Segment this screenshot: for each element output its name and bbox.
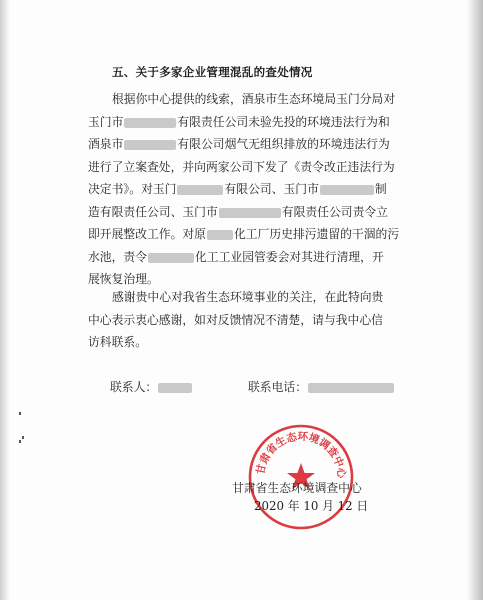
- paragraph-thanks: [88, 286, 418, 354]
- paragraph-line: 造有限责任公司、玉门市 有限责任公司责令立: [88, 204, 388, 219]
- paragraph-line: 水池，责令 化工工业园管委会对其进行清理，开: [88, 249, 384, 264]
- paragraph-line: 决定书》。对玉门 有限公司、玉门市 制: [88, 182, 387, 196]
- redacted-text: [148, 253, 194, 263]
- scan-edge-right: [467, 0, 483, 600]
- section-title: 五、关于多家企业管理混乱的查处情况: [112, 65, 313, 79]
- paragraph-line: 酒泉市 有限公司烟气无组织排放的环境违法行为: [88, 137, 390, 151]
- margin-mark: [19, 412, 21, 415]
- signature-org: 甘肃省生态环境调查中心: [232, 481, 362, 495]
- official-seal: [247, 423, 355, 531]
- redacted-text: [207, 230, 233, 240]
- contact-person: [110, 378, 193, 395]
- redacted-text: [124, 140, 176, 150]
- paragraph-line: 中心表示衷心感谢，如对反馈情况不清楚，请与我中心信: [88, 312, 383, 327]
- seal-text: 甘肃省生态环境调查中心: [254, 430, 348, 479]
- redacted-text: [219, 208, 281, 218]
- contact-phone-label: 联系电话：: [248, 380, 307, 394]
- paragraph-line: 玉门市 有限责任公司未验先投的环境违法行为和: [88, 114, 390, 129]
- contact-person-label: 联系人：: [110, 380, 158, 394]
- paragraph-findings: [88, 88, 418, 291]
- margin-mark: [22, 436, 24, 439]
- redacted-text: [308, 383, 394, 393]
- paragraph-line: 展恢复治理。: [88, 272, 159, 286]
- paragraph-line: 根据你中心提供的线索，酒泉市生态环境局玉门分局对: [112, 92, 396, 106]
- redacted-text: [124, 118, 176, 128]
- paragraph-line: 感谢贵中心对我省生态环境事业的关注，在此特向贵: [112, 290, 384, 304]
- signature-date: 2020 年 10 月 12 日: [254, 499, 369, 513]
- paragraph-line: 访科联系。: [88, 335, 147, 349]
- paragraph-line: 即开展整改工作。对原 化工厂历史排污遗留的干涸的污: [88, 227, 400, 241]
- redacted-text: [158, 383, 192, 393]
- redacted-text: [320, 185, 374, 195]
- margin-mark: [19, 440, 21, 443]
- scan-edge-left: [0, 0, 10, 600]
- paragraph-line: 进行了立案查处，并向两家公司下发了《责令改正违法行为: [88, 159, 395, 174]
- redacted-text: [177, 185, 223, 195]
- contact-phone: [248, 378, 395, 395]
